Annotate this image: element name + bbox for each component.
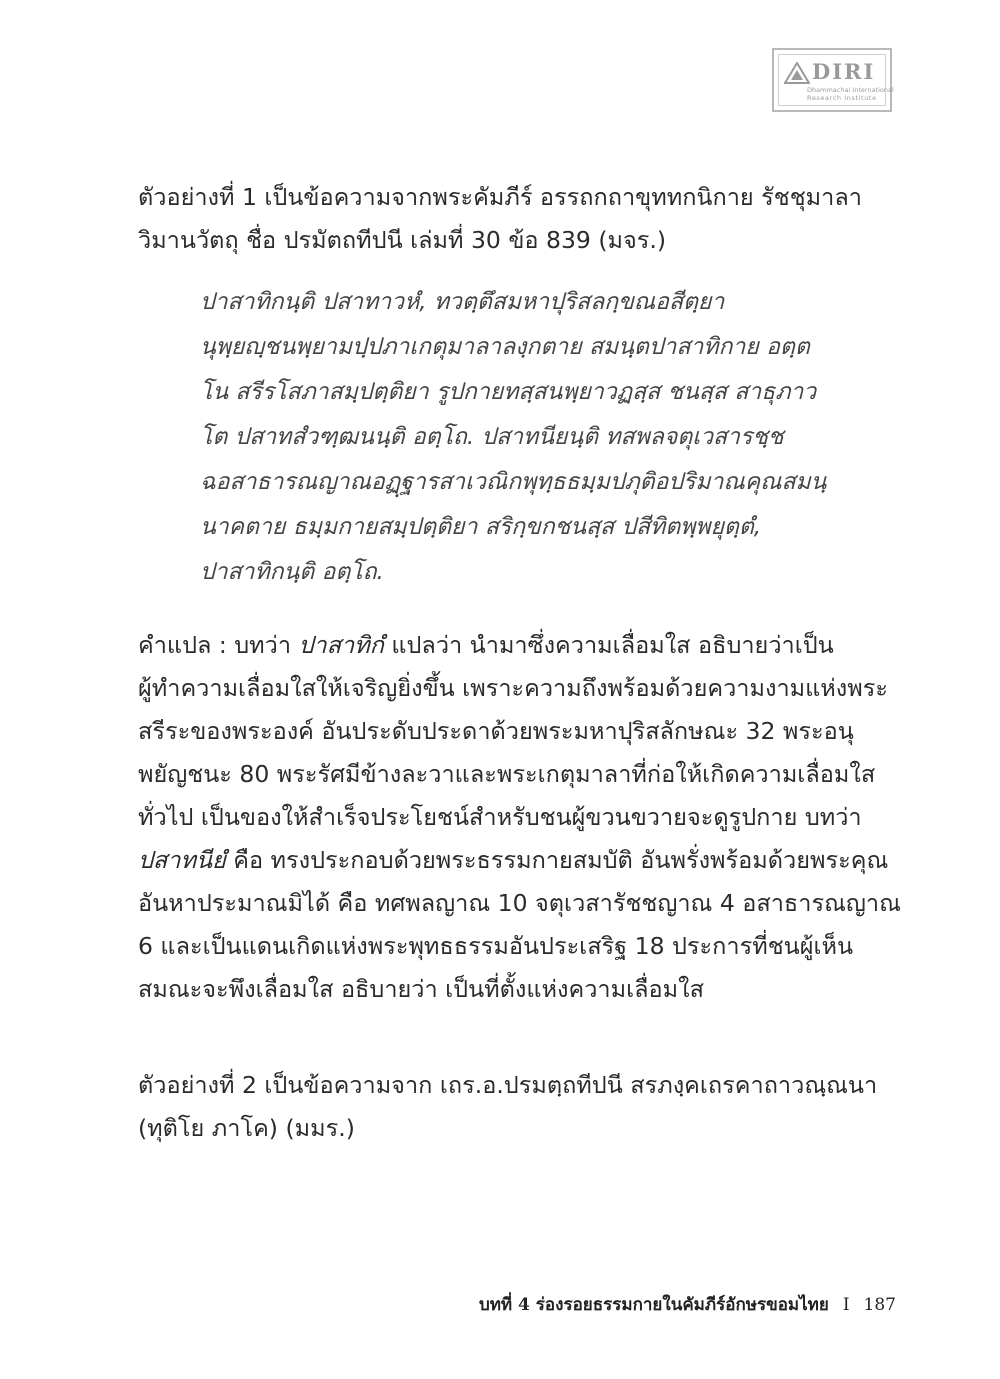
diri-logo: [772, 48, 892, 112]
translation-line: [138, 839, 896, 882]
quote-line: ปาสาทิกนฺติ อตฺโถ.: [200, 559, 384, 585]
example2-line: ตัวอย่างที่ 2 เป็นข้อความจาก เถร.อ.ปรมตฺถทีปนี สรภงฺคเถรคาถาวณฺณนา: [138, 1071, 878, 1099]
logo-wordmark: DIRI: [812, 59, 876, 84]
quote-line: โต ปสาทสํวฑฺฒนนฺติ อตฺโถ. ปสาทนียนฺติ ทสพลจตุเวสารชฺช: [200, 424, 784, 450]
translation-line: อันหาประมาณมิได้ คือ ทศพลญาณ 10 จตุเวสารัชชญาณ 4 อสาธารณญาณ: [138, 889, 901, 917]
quote-line: โน สรีรโสภาสมฺปตฺติยา รูปกายทสฺสนพฺยาวฏสฺส ชนสฺส สาธุภาว: [200, 379, 817, 405]
chapter-title: บทที่ 4 ร่องรอยธรรมกายในคัมภีร์อักษรขอมไทย: [478, 1295, 829, 1315]
translation-label: คำแปล : บทว่า: [138, 631, 299, 659]
logo-subtitle-line2: Research Institute: [807, 94, 877, 102]
footer-separator: I: [842, 1295, 850, 1315]
example1-line: ตัวอย่างที่ 1 เป็นข้อความจากพระคัมภีร์ อรรถกถาขุททกนิกาย รัชชุมาลา: [138, 183, 862, 211]
quote-line: นุพฺยญฺชนพฺยามปฺปภาเกตุมาลาลงฺกตาย สมนฺตปาสาทิกาย อตฺต: [200, 334, 810, 360]
triangle-logo-icon: [784, 62, 810, 84]
translation-text: คือ ทรงประกอบด้วยพระธรรมกายสมบัติ อันพรั่งพร้อมด้วยพระคุณ: [225, 846, 889, 874]
example1-line: วิมานวัตถุ ชื่อ ปรมัตถทีปนี เล่มที่ 30 ข้อ 839 (มจร.): [138, 226, 667, 254]
translation-line: 6 และเป็นแดนเกิดแห่งพระพุทธธรรมอันประเสริฐ 18 ประการที่ชนผู้เห็น: [138, 932, 854, 960]
quote-line: นาคตาย ธมฺมกายสมฺปตฺติยา สริกฺขกชนสฺส ปสีทิตพฺพยุตฺตํ,: [200, 514, 762, 540]
translation-line: สรีระของพระองค์ อันประดับประดาด้วยพระมหาปุริสลักษณะ 32 พระอนุ: [138, 717, 854, 745]
quote-line: ฉอสาธารณญาณอฏฺฐารสาเวณิกพุทฺธธมฺมปภุติอปริมาณคุณสมนฺ: [200, 469, 827, 495]
example2-line: (ทุติโย ภาโค) (มมร.): [138, 1114, 355, 1142]
pali-quote-block: [200, 280, 840, 595]
page-footer: [479, 1291, 896, 1318]
example1-paragraph: [138, 176, 896, 262]
quote-line: ปาสาทิกนฺติ ปสาทาวหํ, ทวตฺตึสมหาปุริสลกฺขณอสีตฺยา: [200, 289, 725, 315]
translation-line: พยัญชนะ 80 พระรัศมีข้างละวาและพระเกตุมาลาที่ก่อให้เกิดความเลื่อมใส: [138, 760, 876, 788]
translation-paragraph: [138, 624, 901, 1011]
translation-text: แปลว่า นำมาซึ่งความเลื่อมใส อธิบายว่าเป็น: [383, 631, 834, 659]
term-pasadikam: ปาสาทิกํ: [298, 631, 384, 659]
translation-line: ทั่วไป เป็นของให้สำเร็จประโยชน์สำหรับชนผู้ขวนขวายจะดูรูปกาย บทว่า: [138, 803, 862, 831]
translation-line: สมณะจะพึงเลื่อมใส อธิบายว่า เป็นที่ตั้งแห่งความเลื่อมใส: [138, 975, 704, 1003]
example2-paragraph: [138, 1064, 896, 1150]
translation-line: [138, 624, 896, 667]
translation-line: ผู้ทำความเลื่อมใสให้เจริญยิ่งขึ้น เพราะความถึงพร้อมด้วยความงามแห่งพระ: [138, 674, 888, 702]
term-pasadaniyam: ปสาทนียํ: [138, 846, 226, 874]
page-number: 187: [863, 1295, 896, 1315]
logo-subtitle-line1: Dhammachai International: [807, 86, 894, 94]
